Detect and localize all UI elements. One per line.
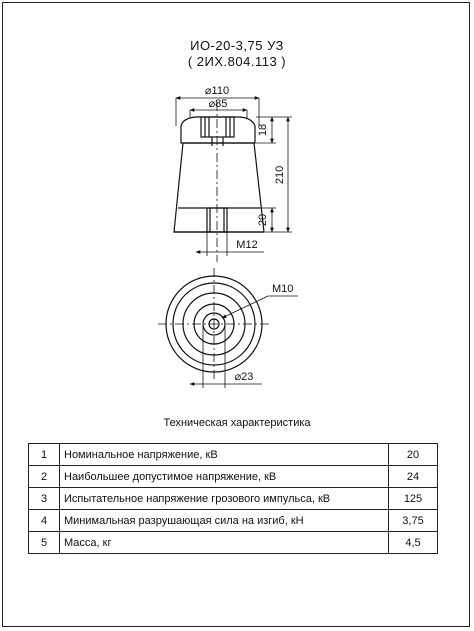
- dim-diameter-85: ⌀85: [208, 98, 228, 110]
- dim-height-210: 210: [274, 165, 286, 185]
- dim-diameter-110: ⌀110: [204, 85, 230, 97]
- dim-height-18: 18: [257, 123, 269, 137]
- drawing-code: ( 2ИХ.804.113 ): [187, 54, 287, 69]
- row-parameter: Испытательное напряжение грозового импульса, кВ: [60, 488, 389, 510]
- spec-table: [28, 443, 438, 554]
- row-parameter: Наибольшее допустимое напряжение, кВ: [60, 466, 389, 488]
- table-row: [29, 488, 438, 510]
- row-number: 2: [29, 466, 60, 488]
- row-number: 5: [29, 532, 60, 554]
- row-value: 3,75: [389, 510, 438, 532]
- row-parameter: Минимальная разрушающая сила на изгиб, кН: [60, 510, 389, 532]
- row-number: 4: [29, 510, 60, 532]
- dim-height-20: 20: [257, 213, 269, 227]
- dim-thread-m10: М10: [272, 283, 294, 295]
- table-row: [29, 510, 438, 532]
- row-value: 4,5: [389, 532, 438, 554]
- insulator-top-view: [158, 268, 270, 380]
- table-row: [29, 532, 438, 554]
- row-number: 3: [29, 488, 60, 510]
- dim-thread-m12: М12: [236, 239, 258, 251]
- drawing-title: ИО-20-3,75 УЗ: [190, 38, 284, 53]
- row-number: 1: [29, 444, 60, 466]
- row-value: 24: [389, 466, 438, 488]
- row-value: 20: [389, 444, 438, 466]
- row-parameter: Номинальное напряжение, кВ: [60, 444, 389, 466]
- table-row: [29, 444, 438, 466]
- spec-caption: Техническая характеристика: [163, 417, 311, 429]
- row-value: 125: [389, 488, 438, 510]
- dim-diameter-23: ⌀23: [234, 371, 254, 383]
- row-parameter: Масса, кг: [60, 532, 389, 554]
- insulator-side-view: [174, 102, 264, 262]
- table-row: [29, 466, 438, 488]
